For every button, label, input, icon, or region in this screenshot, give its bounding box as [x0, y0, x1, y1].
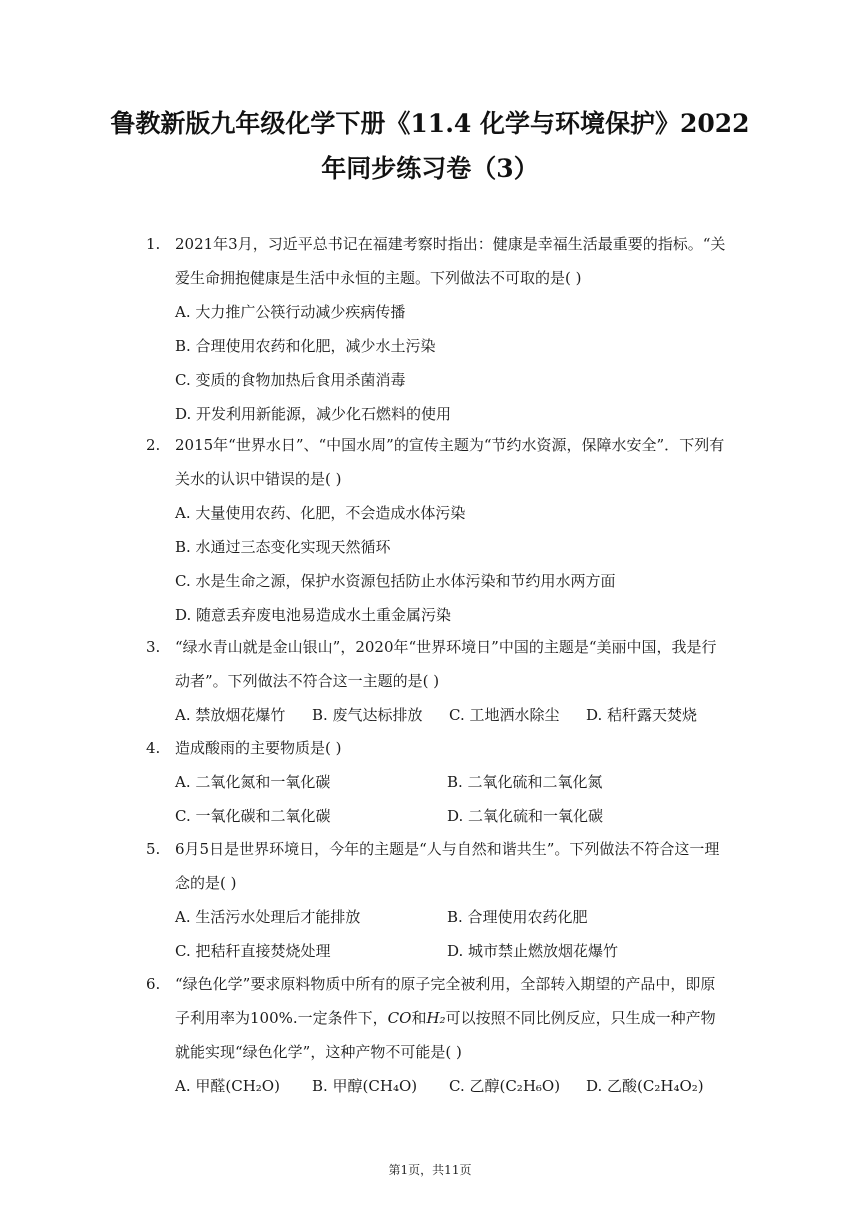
- question-stem: “绿水青山就是金山银山”，2020年“世界环境日”中国的主题是“美丽中国，我是行动者”。下列做法不符合这一主题的是( ): [175, 638, 717, 690]
- option-c: C. 变质的食物加热后食用杀菌消毒: [175, 371, 406, 389]
- option-b: B. 废气达标排放: [312, 706, 423, 724]
- option-a: A. 甲醛(CH₂O): [175, 1077, 280, 1095]
- question-stem: 6月5日是世界环境日，今年的主题是“人与自然和谐共生”。下列做法不符合这一理念的是( ): [175, 840, 720, 892]
- options-row: [175, 1069, 726, 1103]
- option-b: B. 合理使用农药和化肥，减少水土污染: [175, 337, 436, 355]
- option-d: D. 开发利用新能源，减少化石燃料的使用: [175, 405, 452, 423]
- question-number: 4.: [146, 739, 161, 757]
- question-4: [146, 731, 726, 833]
- option-b: B. 水通过三态变化实现天然循环: [175, 538, 391, 556]
- option-d: D. 随意丢弃废电池易造成水土重金属污染: [175, 606, 452, 624]
- option-d: D. 乙酸(C₂H₄O₂): [586, 1077, 704, 1095]
- option-b: B. 合理使用农药化肥: [447, 908, 588, 926]
- option-d: D. 二氧化硫和一氧化碳: [447, 807, 604, 825]
- option-d: D. 秸秆露天焚烧: [586, 706, 698, 724]
- option-a: A. 二氧化氮和一氧化碳: [175, 773, 331, 791]
- option-c: C. 一氧化碳和二氧化碳: [175, 807, 331, 825]
- options-row: [175, 765, 726, 799]
- question-5: [146, 832, 726, 968]
- stem-text: 和: [411, 1009, 427, 1027]
- option-d: D. 城市禁止燃放烟花爆竹: [447, 942, 619, 960]
- question-number: 2.: [146, 436, 161, 454]
- options-row: [175, 799, 726, 833]
- options-row: [175, 934, 726, 968]
- question-stem: 2015年“世界水日”、“中国水周”的宣传主题为“节约水资源，保障水安全”．下列有关水的认识中错误的是( ): [175, 436, 725, 488]
- question-1: [146, 227, 726, 431]
- question-2: [146, 428, 726, 632]
- page-title-line2: 年同步练习卷（3）: [321, 154, 539, 183]
- option-a: A. 生活污水处理后才能排放: [175, 908, 361, 926]
- options-row: [175, 900, 726, 934]
- option-a: A. 大力推广公筷行动减少疾病传播: [175, 303, 406, 321]
- question-number: 5.: [146, 840, 161, 858]
- question-6: [146, 967, 726, 1103]
- page-title-line1: 鲁教新版九年级化学下册《11.4 化学与环境保护》2022: [110, 109, 750, 138]
- options-row: [175, 698, 726, 732]
- question-number: 6.: [146, 975, 161, 993]
- option-a: A. 大量使用农药、化肥，不会造成水体污染: [175, 504, 466, 522]
- option-b: B. 二氧化硫和二氧化氮: [447, 773, 603, 791]
- option-c: C. 乙醇(C₂H₆O): [449, 1077, 561, 1095]
- question-number: 3.: [146, 638, 161, 656]
- option-b: B. 甲醇(CH₄O): [312, 1077, 418, 1095]
- stem-text: “绿色化学”要求原料物质中所有的原子完全被利用，全部转入期望的产品中，即原子利用率为100%.一定条件下，: [175, 975, 716, 1027]
- question-stem: 2021年3月，习近平总书记在福建考察时指出：健康是幸福生活最重要的指标。“关爱生命拥抱健康是生活中永恒的主题。下列做法不可取的是( ): [175, 235, 726, 287]
- question-stem: [175, 967, 726, 1069]
- question-3: [146, 630, 726, 732]
- option-c: C. 把秸秆直接焚烧处理: [175, 942, 331, 960]
- question-number: 1.: [146, 235, 161, 253]
- option-a: A. 禁放烟花爆竹: [175, 706, 286, 724]
- formula-co: CO: [387, 1009, 412, 1027]
- formula-h2: H₂: [426, 1009, 446, 1027]
- question-stem: 造成酸雨的主要物质是( ): [175, 739, 342, 757]
- page-footer: 第1页，共11页: [388, 1163, 472, 1177]
- stem-text: 可以按照不同比例反应，只生成一种产物就能实现“绿色化学”，这种产物不可能是( ): [175, 1009, 716, 1061]
- option-c: C. 工地洒水除尘: [449, 706, 560, 724]
- option-c: C. 水是生命之源，保护水资源包括防止水体污染和节约用水两方面: [175, 572, 616, 590]
